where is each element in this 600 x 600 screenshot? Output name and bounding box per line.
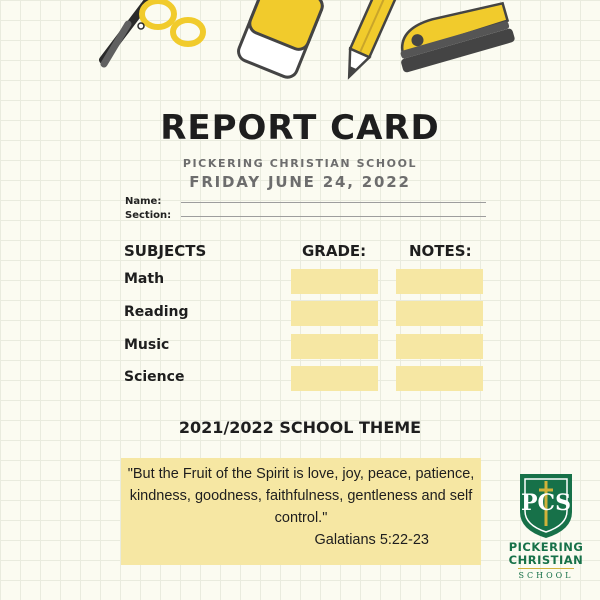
section-label: Section: — [125, 210, 172, 221]
report-date: FRIDAY JUNE 24, 2022 — [189, 173, 411, 191]
scissors-icon — [103, 0, 203, 64]
school-logo — [508, 468, 584, 540]
subject-label: Science — [124, 369, 185, 385]
subject-label: Reading — [124, 304, 189, 320]
eraser-icon — [236, 0, 326, 80]
notes-cell[interactable] — [396, 301, 483, 326]
name-field[interactable] — [181, 202, 486, 203]
name-label: Name: — [125, 196, 162, 207]
notes-header: NOTES: — [409, 242, 472, 260]
verse-reference: Galatians 5:22-23 — [314, 532, 429, 548]
notes-cell[interactable] — [396, 269, 483, 294]
logo-text-line2: CHRISTIAN — [508, 553, 584, 567]
subject-label: Math — [124, 271, 165, 287]
theme-verse: "But the Fruit of the Spirit is love, joy, peace, patience, kindness, goodness, faithfulness, gentleness and self control." — [127, 466, 475, 526]
grade-header: GRADE: — [302, 242, 367, 260]
header-illustration — [0, 0, 600, 90]
page-title: REPORT CARD — [160, 108, 440, 148]
logo-text-line1: PICKERING — [508, 540, 584, 554]
notes-cell[interactable] — [396, 366, 483, 391]
subjects-header: SUBJECTS — [124, 242, 207, 260]
logo-divider — [518, 568, 574, 569]
grade-cell[interactable] — [291, 301, 378, 326]
grade-cell[interactable] — [291, 366, 378, 391]
stapler-icon — [392, 0, 516, 73]
logo-monogram: PCS — [521, 490, 571, 516]
logo-text-line3: SCHOOL — [518, 571, 574, 580]
school-name: PICKERING CHRISTIAN SCHOOL — [182, 157, 418, 170]
notes-cell[interactable] — [396, 334, 483, 359]
theme-heading: 2021/2022 SCHOOL THEME — [178, 418, 422, 437]
subject-label: Music — [124, 337, 170, 353]
grade-cell[interactable] — [291, 334, 378, 359]
section-field[interactable] — [181, 216, 486, 217]
grade-cell[interactable] — [291, 269, 378, 294]
pencil-icon — [340, 0, 401, 81]
